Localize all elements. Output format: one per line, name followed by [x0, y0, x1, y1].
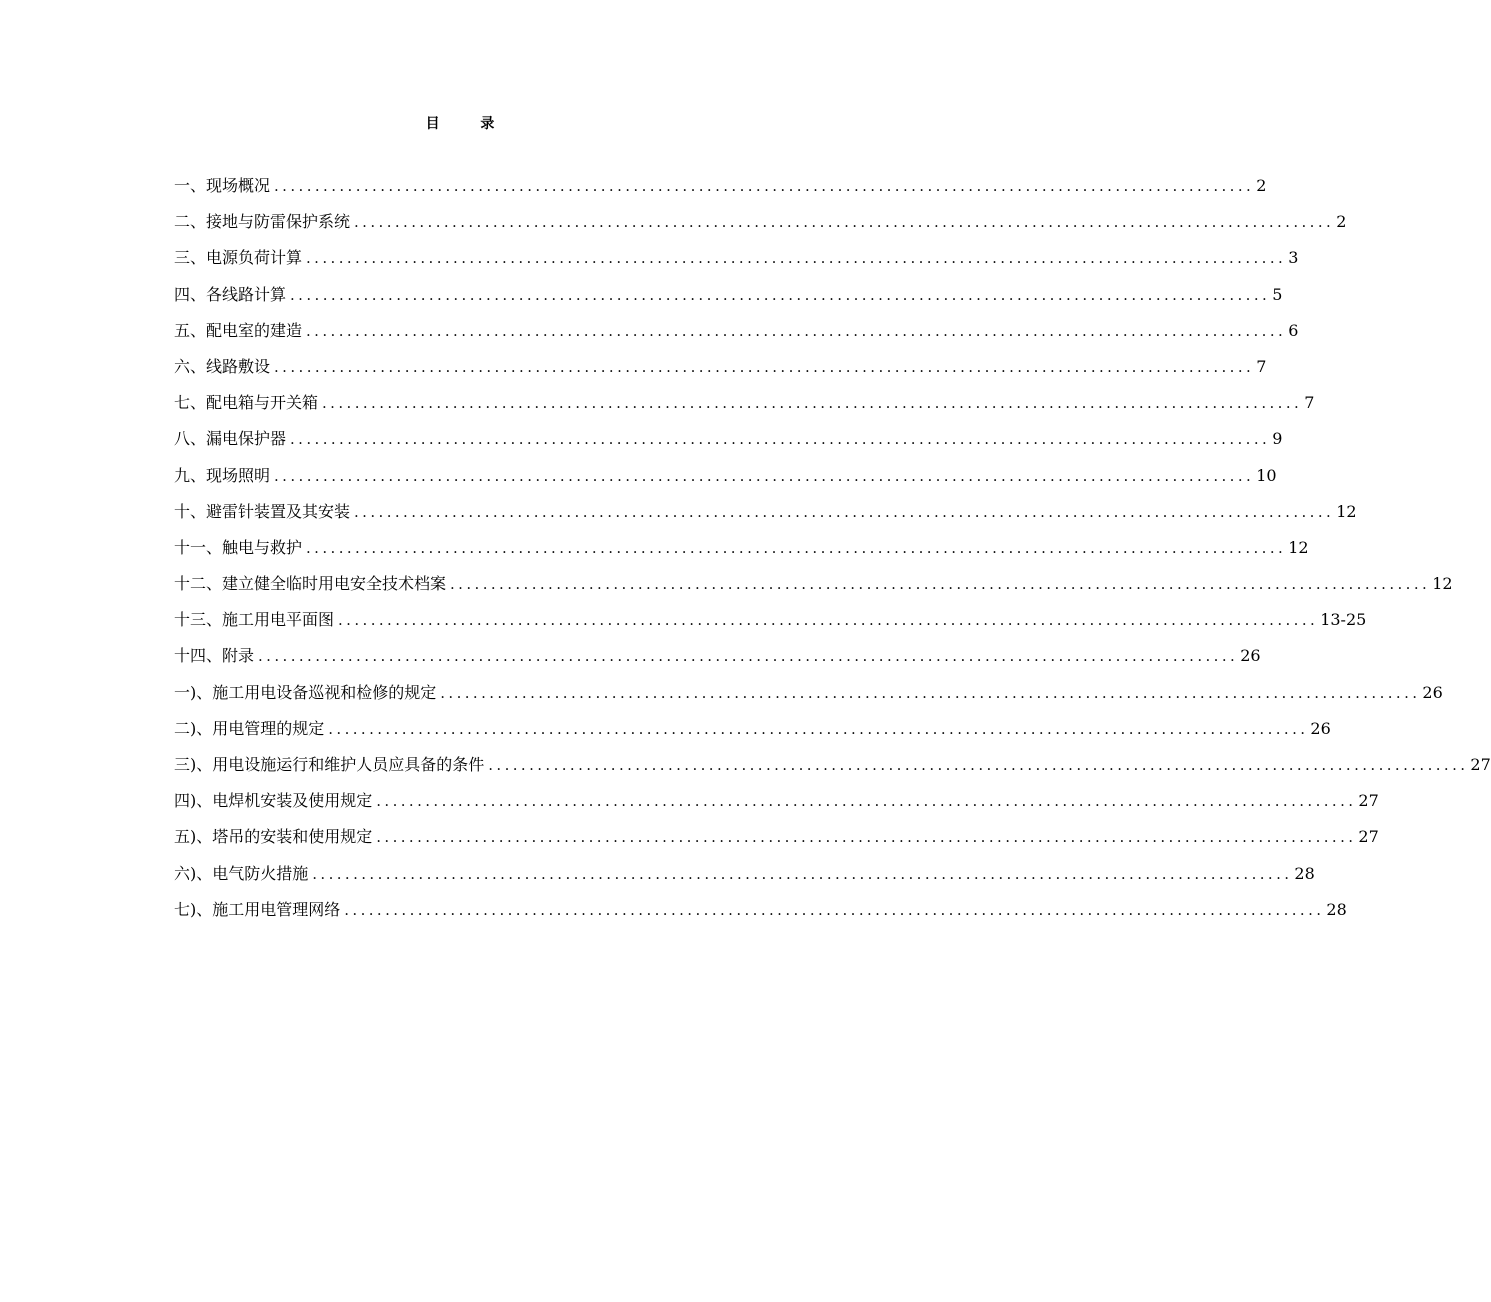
toc-entry[interactable] [174, 824, 1379, 860]
toc-entry-page: 2 [1256, 176, 1267, 195]
toc-entry-page: 28 [1294, 863, 1315, 883]
toc-entry-label: 一、现场概况 [174, 176, 271, 195]
toc-entry-label: 四)、电焊机安装及使用规定 [174, 791, 373, 811]
toc-entry[interactable] [174, 245, 1299, 281]
toc-entry-page: 26 [1240, 646, 1261, 666]
toc-entry-page: 5 [1272, 284, 1283, 304]
toc-entry[interactable] [174, 680, 1443, 716]
toc-entry-label: 十、避雷针装置及其安装 [174, 501, 351, 521]
toc-entry[interactable] [174, 282, 1283, 318]
toc-dot-leader: ........................................................................................................................ [306, 249, 1287, 268]
toc-entry-label: 六)、电气防火措施 [174, 863, 309, 883]
toc-entry[interactable] [174, 643, 1261, 679]
toc-entry-page: 6 [1288, 320, 1299, 340]
toc-entry[interactable] [174, 173, 1267, 209]
toc-dot-leader: ........................................................................................................................ [312, 864, 1293, 883]
toc-entry-page: 27 [1470, 755, 1491, 774]
toc-entry-label: 五)、塔吊的安装和使用规定 [174, 827, 373, 847]
toc-entry-page: 26 [1422, 682, 1443, 702]
toc-entry-page: 26 [1310, 718, 1331, 738]
toc-dot-leader: ........................................................................................................................ [338, 611, 1319, 630]
toc-entry[interactable] [174, 752, 1491, 788]
toc-dot-leader: ........................................................................................................................ [306, 321, 1287, 340]
toc-dot-leader: ........................................................................................................................ [258, 647, 1239, 666]
toc-entry-page: 27 [1358, 791, 1379, 811]
toc-entry-page: 12 [1288, 537, 1309, 557]
toc-entry-page: 3 [1288, 248, 1299, 268]
toc-entry-label: 一)、施工用电设备巡视和检修的规定 [174, 682, 437, 702]
toc-entry-label: 二)、用电管理的规定 [174, 718, 325, 738]
toc-entry-label: 七)、施工用电管理网络 [174, 899, 341, 919]
toc-entry[interactable] [174, 861, 1315, 897]
toc-entry-page: 7 [1256, 356, 1267, 376]
toc-entry-page: 28 [1326, 899, 1347, 919]
toc-entry-label: 五、配电室的建造 [174, 320, 303, 340]
toc-entry-label: 十一、触电与救护 [174, 537, 303, 557]
toc-dot-leader: ........................................................................................................................ [354, 502, 1335, 521]
toc-entry-label: 十二、建立健全临时用电安全技术档案 [174, 574, 447, 594]
toc-list [174, 173, 1491, 933]
toc-entry-page: 12 [1336, 501, 1357, 521]
toc-dot-leader: ........................................................................................................................ [344, 900, 1325, 919]
toc-dot-leader: ........................................................................................................................ [322, 394, 1303, 413]
toc-dot-leader: ........................................................................................................................ [488, 756, 1469, 774]
toc-entry[interactable] [174, 318, 1299, 354]
page-title: 目 录 [425, 116, 513, 132]
toc-entry-page: 27 [1358, 827, 1379, 847]
toc-dot-leader: ........................................................................................................................ [274, 466, 1255, 485]
toc-dot-leader: ........................................................................................................................ [440, 683, 1421, 702]
toc-entry[interactable] [174, 716, 1331, 752]
toc-dot-leader: ........................................................................................................................ [354, 213, 1335, 232]
toc-entry-label: 四、各线路计算 [174, 284, 287, 304]
toc-dot-leader: ........................................................................................................................ [306, 538, 1287, 557]
toc-entry[interactable] [174, 426, 1283, 462]
toc-dot-leader: ........................................................................................................................ [274, 357, 1255, 376]
toc-dot-leader: ........................................................................................................................ [450, 575, 1431, 594]
toc-entry-label: 三、电源负荷计算 [174, 248, 303, 268]
toc-entry-page: 9 [1272, 429, 1283, 449]
toc-dot-leader: ........................................................................................................................ [328, 719, 1309, 738]
toc-entry[interactable] [174, 390, 1315, 426]
toc-entry-label: 十三、施工用电平面图 [174, 610, 335, 630]
toc-entry-label: 二、接地与防雷保护系统 [174, 212, 351, 232]
toc-entry[interactable] [174, 499, 1357, 535]
toc-entry[interactable] [174, 463, 1277, 499]
toc-entry-label: 八、漏电保护器 [174, 429, 287, 449]
toc-entry-label: 六、线路敷设 [174, 356, 271, 376]
toc-entry-page: 7 [1304, 393, 1315, 413]
toc-entry-page: 2 [1336, 212, 1347, 232]
toc-entry[interactable] [174, 209, 1347, 245]
toc-entry-label: 十四、附录 [174, 646, 255, 666]
toc-entry-label: 三)、用电设施运行和维护人员应具备的条件 [174, 755, 485, 774]
toc-entry[interactable] [174, 535, 1309, 571]
toc-entry[interactable] [174, 354, 1267, 390]
toc-dot-leader: ........................................................................................................................ [376, 828, 1357, 847]
toc-dot-leader: ........................................................................................................................ [376, 792, 1357, 811]
toc-dot-leader: ........................................................................................................................ [290, 285, 1271, 304]
toc-dot-leader: ........................................................................................................................ [274, 177, 1255, 195]
toc-entry[interactable] [174, 788, 1379, 824]
toc-entry-label: 七、配电箱与开关箱 [174, 393, 319, 413]
toc-entry-page: 10 [1256, 465, 1277, 485]
toc-entry-label: 九、现场照明 [174, 465, 271, 485]
toc-entry[interactable] [174, 571, 1453, 607]
toc-dot-leader: ........................................................................................................................ [290, 430, 1271, 449]
toc-entry[interactable] [174, 607, 1367, 643]
toc-entry[interactable] [174, 897, 1347, 933]
toc-entry-page: 12 [1432, 574, 1453, 594]
toc-entry-page: 13-25 [1320, 610, 1367, 630]
